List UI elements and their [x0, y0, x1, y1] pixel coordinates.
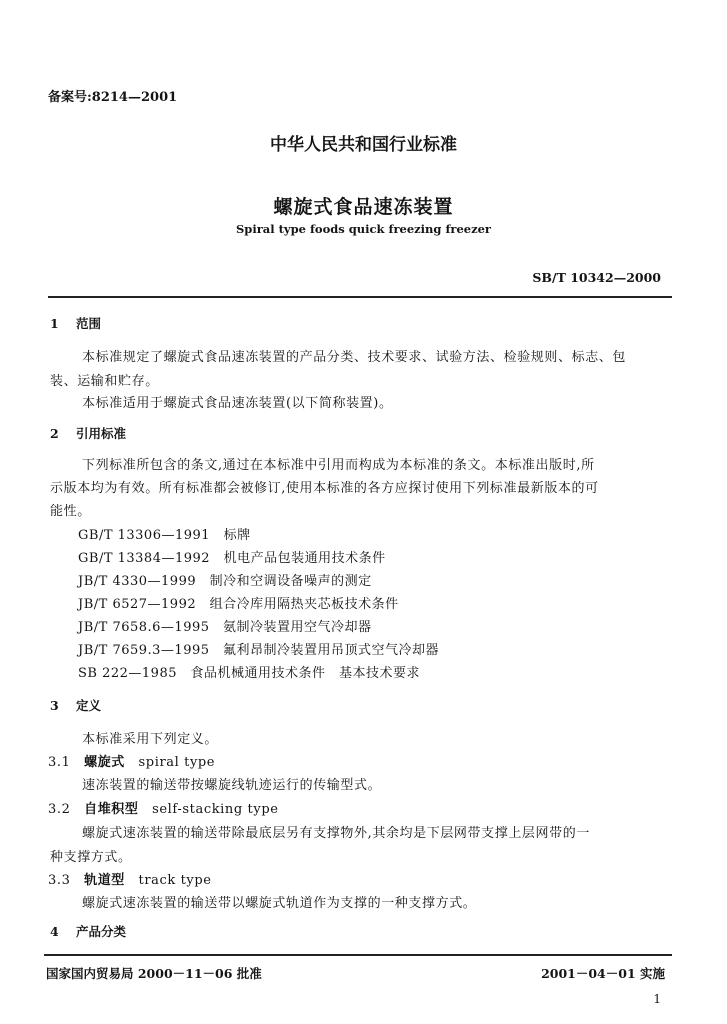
definition-text: 螺旋式速冻装置的输送带除最底层另有支撑物外,其余均是下层网带支撑上层网带的一	[82, 826, 590, 841]
section-4-heading	[50, 922, 126, 940]
definition-heading: 3.2 自堆积型 self-stacking type	[48, 802, 279, 817]
section-number: 1	[50, 316, 59, 331]
section-number: 3	[50, 698, 59, 713]
approval-date: 国家国内贸易局 2000－11－06 批准	[46, 966, 262, 981]
implementation-date: 2001－04－01 实施	[541, 966, 665, 981]
standard-number: SB/T 10342—2000	[532, 270, 661, 285]
section-1-heading	[50, 314, 101, 332]
paragraph: 本标准采用下列定义。	[82, 732, 219, 747]
reference-item: SB 222—1985 食品机械通用技术条件 基本技术要求	[78, 666, 421, 681]
section-title: 产品分类	[76, 924, 127, 939]
paragraph: 下列标准所包含的条文,通过在本标准中引用而构成为本标准的条文。本标准出版时,所	[82, 458, 595, 473]
reference-item: JB/T 7659.3—1995 氟利昂制冷装置用吊顶式空气冷却器	[78, 643, 440, 658]
page-number: 1	[653, 992, 661, 1006]
header-rule	[48, 296, 672, 298]
paragraph: 示版本均为有效。所有标准都会被修订,使用本标准的各方应探讨使用下列标准最新版本的可	[50, 481, 599, 496]
section-2-heading	[50, 424, 126, 442]
reference-item: GB/T 13306—1991 标牌	[78, 528, 251, 543]
reference-item: GB/T 13384—1992 机电产品包装通用技术条件	[78, 551, 386, 566]
definition-heading: 3.3 轨道型 track type	[48, 873, 212, 888]
paragraph: 本标准规定了螺旋式食品速冻装置的产品分类、技术要求、试验方法、检验规则、标志、包	[82, 350, 627, 365]
reference-item: JB/T 7658.6—1995 氨制冷装置用空气冷却器	[78, 620, 372, 635]
section-title: 定义	[76, 698, 102, 713]
section-title: 范围	[76, 316, 102, 331]
section-title: 引用标准	[76, 426, 127, 441]
filing-number: 备案号:8214—2001	[48, 90, 178, 105]
definition-text: 螺旋式速冻装置的输送带以螺旋式轨道作为支撑的一种支撑方式。	[82, 896, 477, 911]
paragraph: 本标准适用于螺旋式食品速冻装置(以下简称装置)。	[82, 396, 393, 411]
definition-text: 种支撑方式。	[50, 850, 132, 865]
paragraph: 装、运输和贮存。	[50, 374, 159, 389]
reference-item: JB/T 4330—1999 制冷和空调设备噪声的测定	[78, 574, 372, 589]
definition-text: 速冻装置的输送带按螺旋线轨迹运行的传输型式。	[82, 778, 382, 793]
title-chinese: 螺旋式食品速冻装置	[273, 196, 454, 218]
section-number: 2	[50, 426, 59, 441]
footer-rule	[44, 954, 672, 956]
definition-heading: 3.1 螺旋式 spiral type	[48, 755, 216, 770]
reference-item: JB/T 6527—1992 组合冷库用隔热夹芯板技术条件	[78, 597, 399, 612]
paragraph: 能性。	[50, 504, 91, 519]
issuing-body: 中华人民共和国行业标准	[270, 135, 457, 155]
title-english: Spiral type foods quick freezing freezer	[236, 222, 491, 236]
section-number: 4	[50, 924, 59, 939]
section-3-heading	[50, 696, 101, 714]
